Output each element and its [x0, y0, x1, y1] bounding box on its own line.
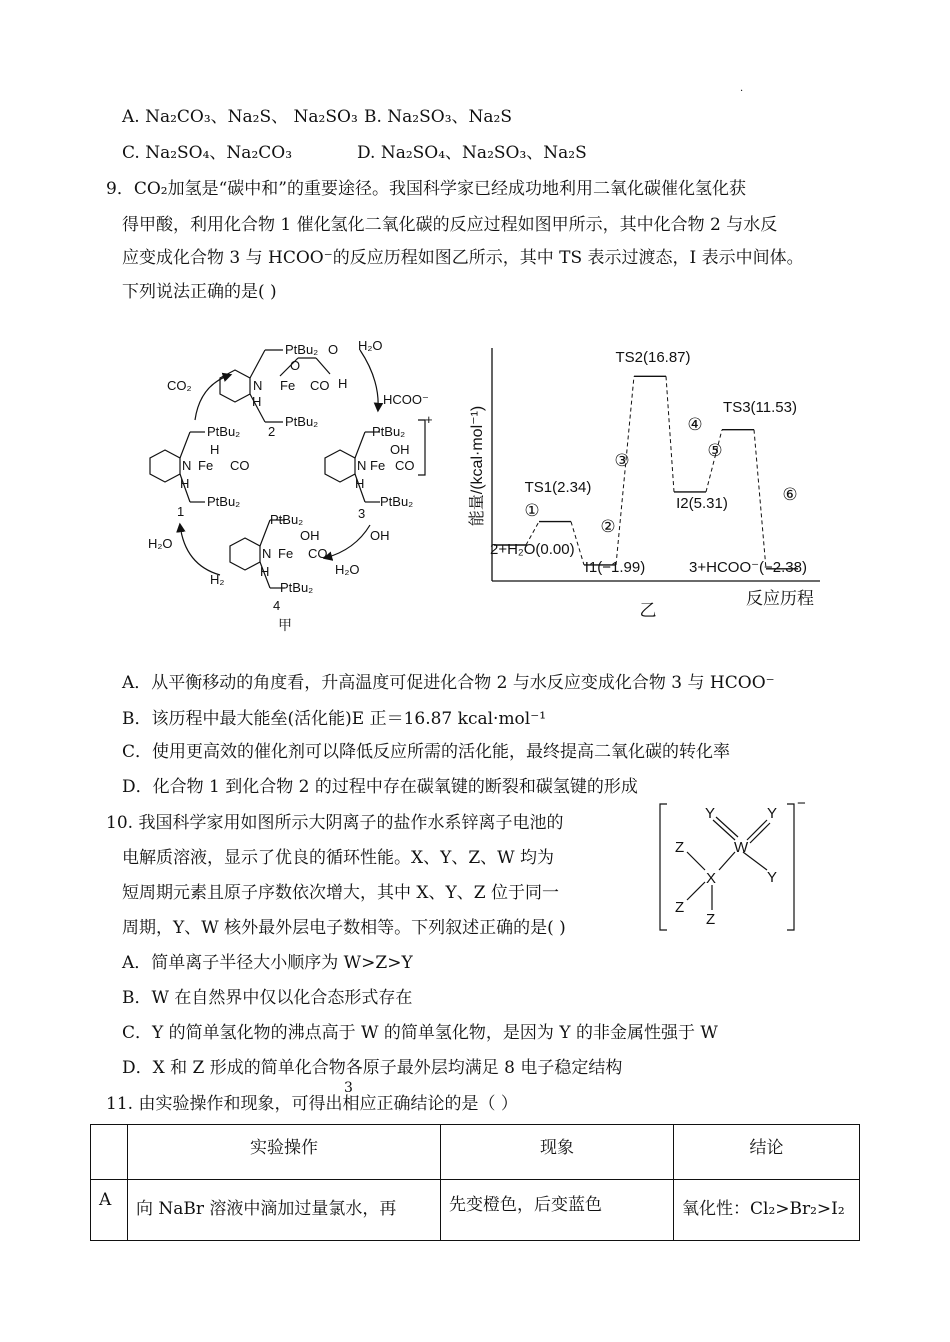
charge-sign: − — [797, 800, 806, 812]
table-header-cell: 结论 — [674, 1125, 860, 1180]
q10-stem-line3: 短周期元素且原子序数依次增大，其中 X、Y、Z 位于同一 — [122, 883, 559, 903]
state-label: I1(−1.99) — [584, 559, 646, 576]
step-label: ④ — [687, 415, 703, 434]
z-atom: Z — [675, 899, 685, 916]
z-atom: Z — [675, 839, 685, 856]
state-label: TS3(11.53) — [723, 399, 797, 416]
table-header-cell: 现象 — [441, 1125, 674, 1180]
q9-stem-line4: 下列说法正确的是( ) — [122, 282, 277, 302]
q10-stem-line4: 周期，Y、W 核外最外层电子数相等。下列叙述正确的是( ) — [122, 918, 566, 938]
ptbu2-label: PtBu₂ — [372, 424, 406, 439]
oh-label: OH — [390, 442, 410, 457]
compound-1-label: 1 — [177, 504, 185, 519]
step-label: ⑤ — [707, 441, 723, 460]
y-atom: Y — [767, 805, 778, 822]
q9-option-c: C．使用更高效的催化剂可以降低反应所需的活化能，最终提高二氧化碳的转化率 — [122, 742, 731, 762]
energy-connector — [666, 376, 674, 492]
co-label: CO — [395, 458, 415, 473]
q10-stem-line1: 10. 我国科学家用如图所示大阴离子的盐作水系锌离子电池的 — [106, 813, 564, 833]
o-label: O — [328, 342, 339, 357]
h-label: H — [180, 476, 190, 491]
experiment-table — [90, 1124, 860, 1241]
y-axis-label: 能量/(kcal·mol⁻¹) — [469, 405, 486, 527]
chart-title: 乙 — [639, 601, 657, 620]
step-label: ② — [600, 517, 616, 536]
h-label: H — [260, 564, 270, 579]
table-header-cell: 实验操作 — [128, 1125, 441, 1180]
oh-label: OH — [300, 528, 320, 543]
q9-option-d: D．化合物 1 到化合物 2 的过程中存在碳氧键的断裂和碳氢键的形成 — [122, 777, 638, 797]
fe-label: Fe — [198, 458, 214, 473]
state-label: 3+HCOO⁻(−2.38) — [689, 559, 807, 576]
co-label: CO — [310, 378, 330, 393]
x-axis-label: 反应历程 — [746, 589, 814, 608]
n-label: N — [253, 378, 263, 393]
h2o-label: H₂O — [358, 338, 383, 353]
energy-connector — [754, 430, 766, 569]
table-cell: 向 NaBr 溶液中滴加过量氯水，再 — [128, 1180, 441, 1241]
y-atom: Y — [767, 869, 778, 886]
compound-4-label: 4 — [273, 598, 281, 613]
q9-stem-line2: 得甲酸，利用化合物 1 催化氢化二氧化碳的反应过程如图甲所示，其中化合物 2 与水反 — [122, 215, 778, 235]
table-header-cell — [91, 1125, 128, 1180]
ptbu2-label: PtBu₂ — [280, 580, 314, 595]
state-label: TS1(2.34) — [524, 479, 592, 496]
stray-dot: · — [740, 86, 744, 97]
ptbu2-label: PtBu₂ — [270, 512, 304, 527]
q10-option-b: B．W 在自然界中仅以化合态形式存在 — [122, 988, 413, 1008]
plus-label: + — [425, 412, 433, 427]
state-label: TS2(16.87) — [615, 349, 691, 366]
q9-option-a: A．从平衡移动的角度看，升高温度可促进化合物 2 与水反应变成化合物 3 与 HCOO⁻ — [122, 673, 775, 693]
y-atom: Y — [705, 805, 716, 822]
h2o-label: H₂O — [335, 562, 360, 577]
q9-stem-line3: 应变成化合物 3 与 HCOO⁻的反应历程如图乙所示，其中 TS 表示过渡态，I 表示中间体。 — [122, 248, 804, 268]
co-label: CO — [230, 458, 250, 473]
table-cell: A — [91, 1180, 128, 1241]
fe-label: Fe — [370, 458, 386, 473]
q8-option-a: A. Na₂CO₃、Na₂S、 Na₂SO₃ — [122, 107, 358, 127]
q11-stem: 11. 由实验操作和现象，可得出相应正确结论的是（ ） — [106, 1094, 518, 1114]
energy-connector — [706, 430, 722, 492]
hcoo-label: HCOO⁻ — [383, 392, 429, 407]
step-label: ③ — [614, 451, 630, 470]
step-label: ⑥ — [782, 485, 798, 504]
co-label: CO — [308, 546, 328, 561]
n-label: N — [357, 458, 367, 473]
q10-stem-line2: 电解质溶液，显示了优良的循环性能。X、Y、Z、W 均为 — [122, 848, 555, 868]
energy-connector — [616, 376, 634, 565]
w-atom: W — [734, 839, 749, 856]
anion-structure-figure — [655, 800, 815, 935]
q8-option-c: C. Na₂SO₄、Na₂CO₃ — [122, 143, 293, 163]
h-label: H — [355, 476, 365, 491]
ptbu2-label: PtBu₂ — [380, 494, 414, 509]
step-label: ① — [524, 501, 540, 520]
table-row — [91, 1180, 860, 1241]
oh-label: OH — [370, 528, 390, 543]
table-header-row — [91, 1125, 860, 1180]
h-label: H — [252, 394, 262, 409]
table-cell: 氧化性：Cl₂>Br₂>I₂ — [674, 1180, 860, 1241]
compound-3-label: 3 — [358, 506, 366, 521]
q10-option-c: C．Y 的简单氢化物的沸点高于 W 的简单氢化物，是因为 Y 的非金属性强于 W — [122, 1023, 718, 1043]
ptbu2-label: PtBu₂ — [207, 424, 241, 439]
n-label: N — [262, 546, 272, 561]
o-label: O — [290, 358, 301, 373]
q9-option-b: B．该历程中最大能垒(活化能)E 正＝16.87 kcal·mol⁻¹ — [122, 709, 547, 729]
figure-jia-label: 甲 — [278, 617, 292, 633]
fe-label: Fe — [278, 546, 294, 561]
q8-option-d: D. Na₂SO₄、Na₂SO₃、Na₂S — [357, 143, 587, 163]
ptbu2-label: PtBu₂ — [285, 414, 319, 429]
q10-option-d: D．X 和 Z 形成的简单化合物各原子最外层均满足 8 电子稳定结构 — [122, 1058, 623, 1078]
x-atom: X — [706, 870, 717, 887]
co2-label: CO₂ — [167, 378, 192, 393]
z-atom: Z — [706, 911, 716, 928]
h2-label: H₂ — [210, 572, 225, 587]
h-label: H — [338, 376, 348, 391]
ptbu2-label: PtBu₂ — [207, 494, 241, 509]
h-label: H — [210, 442, 220, 457]
fe-label: Fe — [280, 378, 296, 393]
page-number: 3 — [344, 1080, 353, 1096]
compound-2-label: 2 — [268, 424, 276, 439]
q8-option-b: B. Na₂SO₃、Na₂S — [364, 107, 512, 127]
n-label: N — [182, 458, 192, 473]
table-cell: 先变橙色，后变蓝色 — [441, 1180, 674, 1241]
energy-profile-chart — [460, 340, 840, 630]
q9-stem-line1: 9．CO₂加氢是“碳中和”的重要途径。我国科学家已经成功地利用二氧化碳催化氢化获 — [106, 179, 746, 199]
ptbu2-label: PtBu₂ — [285, 342, 319, 357]
state-label: I2(5.31) — [676, 495, 728, 512]
h2o-label: H₂O — [148, 536, 173, 551]
q10-option-a: A．简单离子半径大小顺序为 W>Z>Y — [122, 953, 413, 973]
state-label: 2+H₂O(0.00) — [490, 541, 575, 558]
catalytic-cycle-figure — [140, 330, 450, 640]
